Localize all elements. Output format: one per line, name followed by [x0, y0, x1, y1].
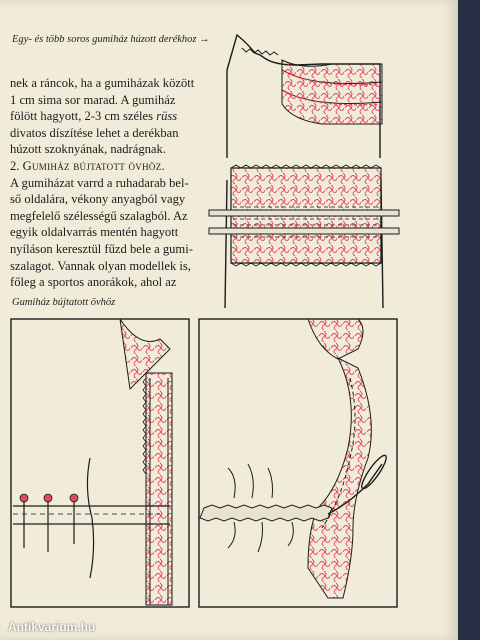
italic-term: rüss	[156, 109, 178, 124]
figure-caption: Gumiház bújtatott övhöz	[12, 297, 116, 308]
text-line: divatos díszítése lehet a derékban	[10, 125, 179, 140]
text-line: főleg a sportos anorákok, ahol az	[10, 275, 177, 290]
text-line: A gumiházat varrd a ruhadarab bel-	[10, 175, 189, 190]
waistband-ruffle-illustration	[212, 30, 402, 160]
text-line: ső oldalára, vékony anyagból vagy	[10, 192, 186, 207]
text-line: egyik oldalvarrás mentén hagyott	[10, 225, 179, 240]
threading-elastic-illustration	[198, 318, 398, 608]
text-line: nek a ráncok, ha a gumiházak között	[10, 76, 195, 90]
text-line: nyíláson keresztül fűzd bele a gumi-	[10, 241, 193, 256]
text-line: 1 cm sima sor marad. A gumiház	[10, 92, 176, 107]
multi-row-casing-illustration	[205, 160, 405, 310]
text-line: megfelelő szélességű szalagból. Az	[10, 208, 188, 223]
text-line: fölött hagyott, 2-3 cm széles rüss	[10, 109, 178, 124]
text-line: húzott szoknyának, nadrágnak.	[10, 142, 166, 157]
running-head-text: Egy- és több soros gumiház húzott derékhoz	[12, 34, 197, 45]
page-edge	[458, 0, 480, 640]
section-heading: 2. Gumiház bújtatott övhöz.	[10, 158, 165, 173]
text-line: szalagot. Vannak olyan modellek is,	[10, 258, 191, 273]
body-text	[10, 75, 202, 291]
running-head	[12, 34, 210, 45]
watermark: Antikvarium.hu	[8, 620, 96, 634]
side-seam-pins-illustration	[10, 318, 190, 608]
arrow-icon: →	[199, 34, 210, 45]
